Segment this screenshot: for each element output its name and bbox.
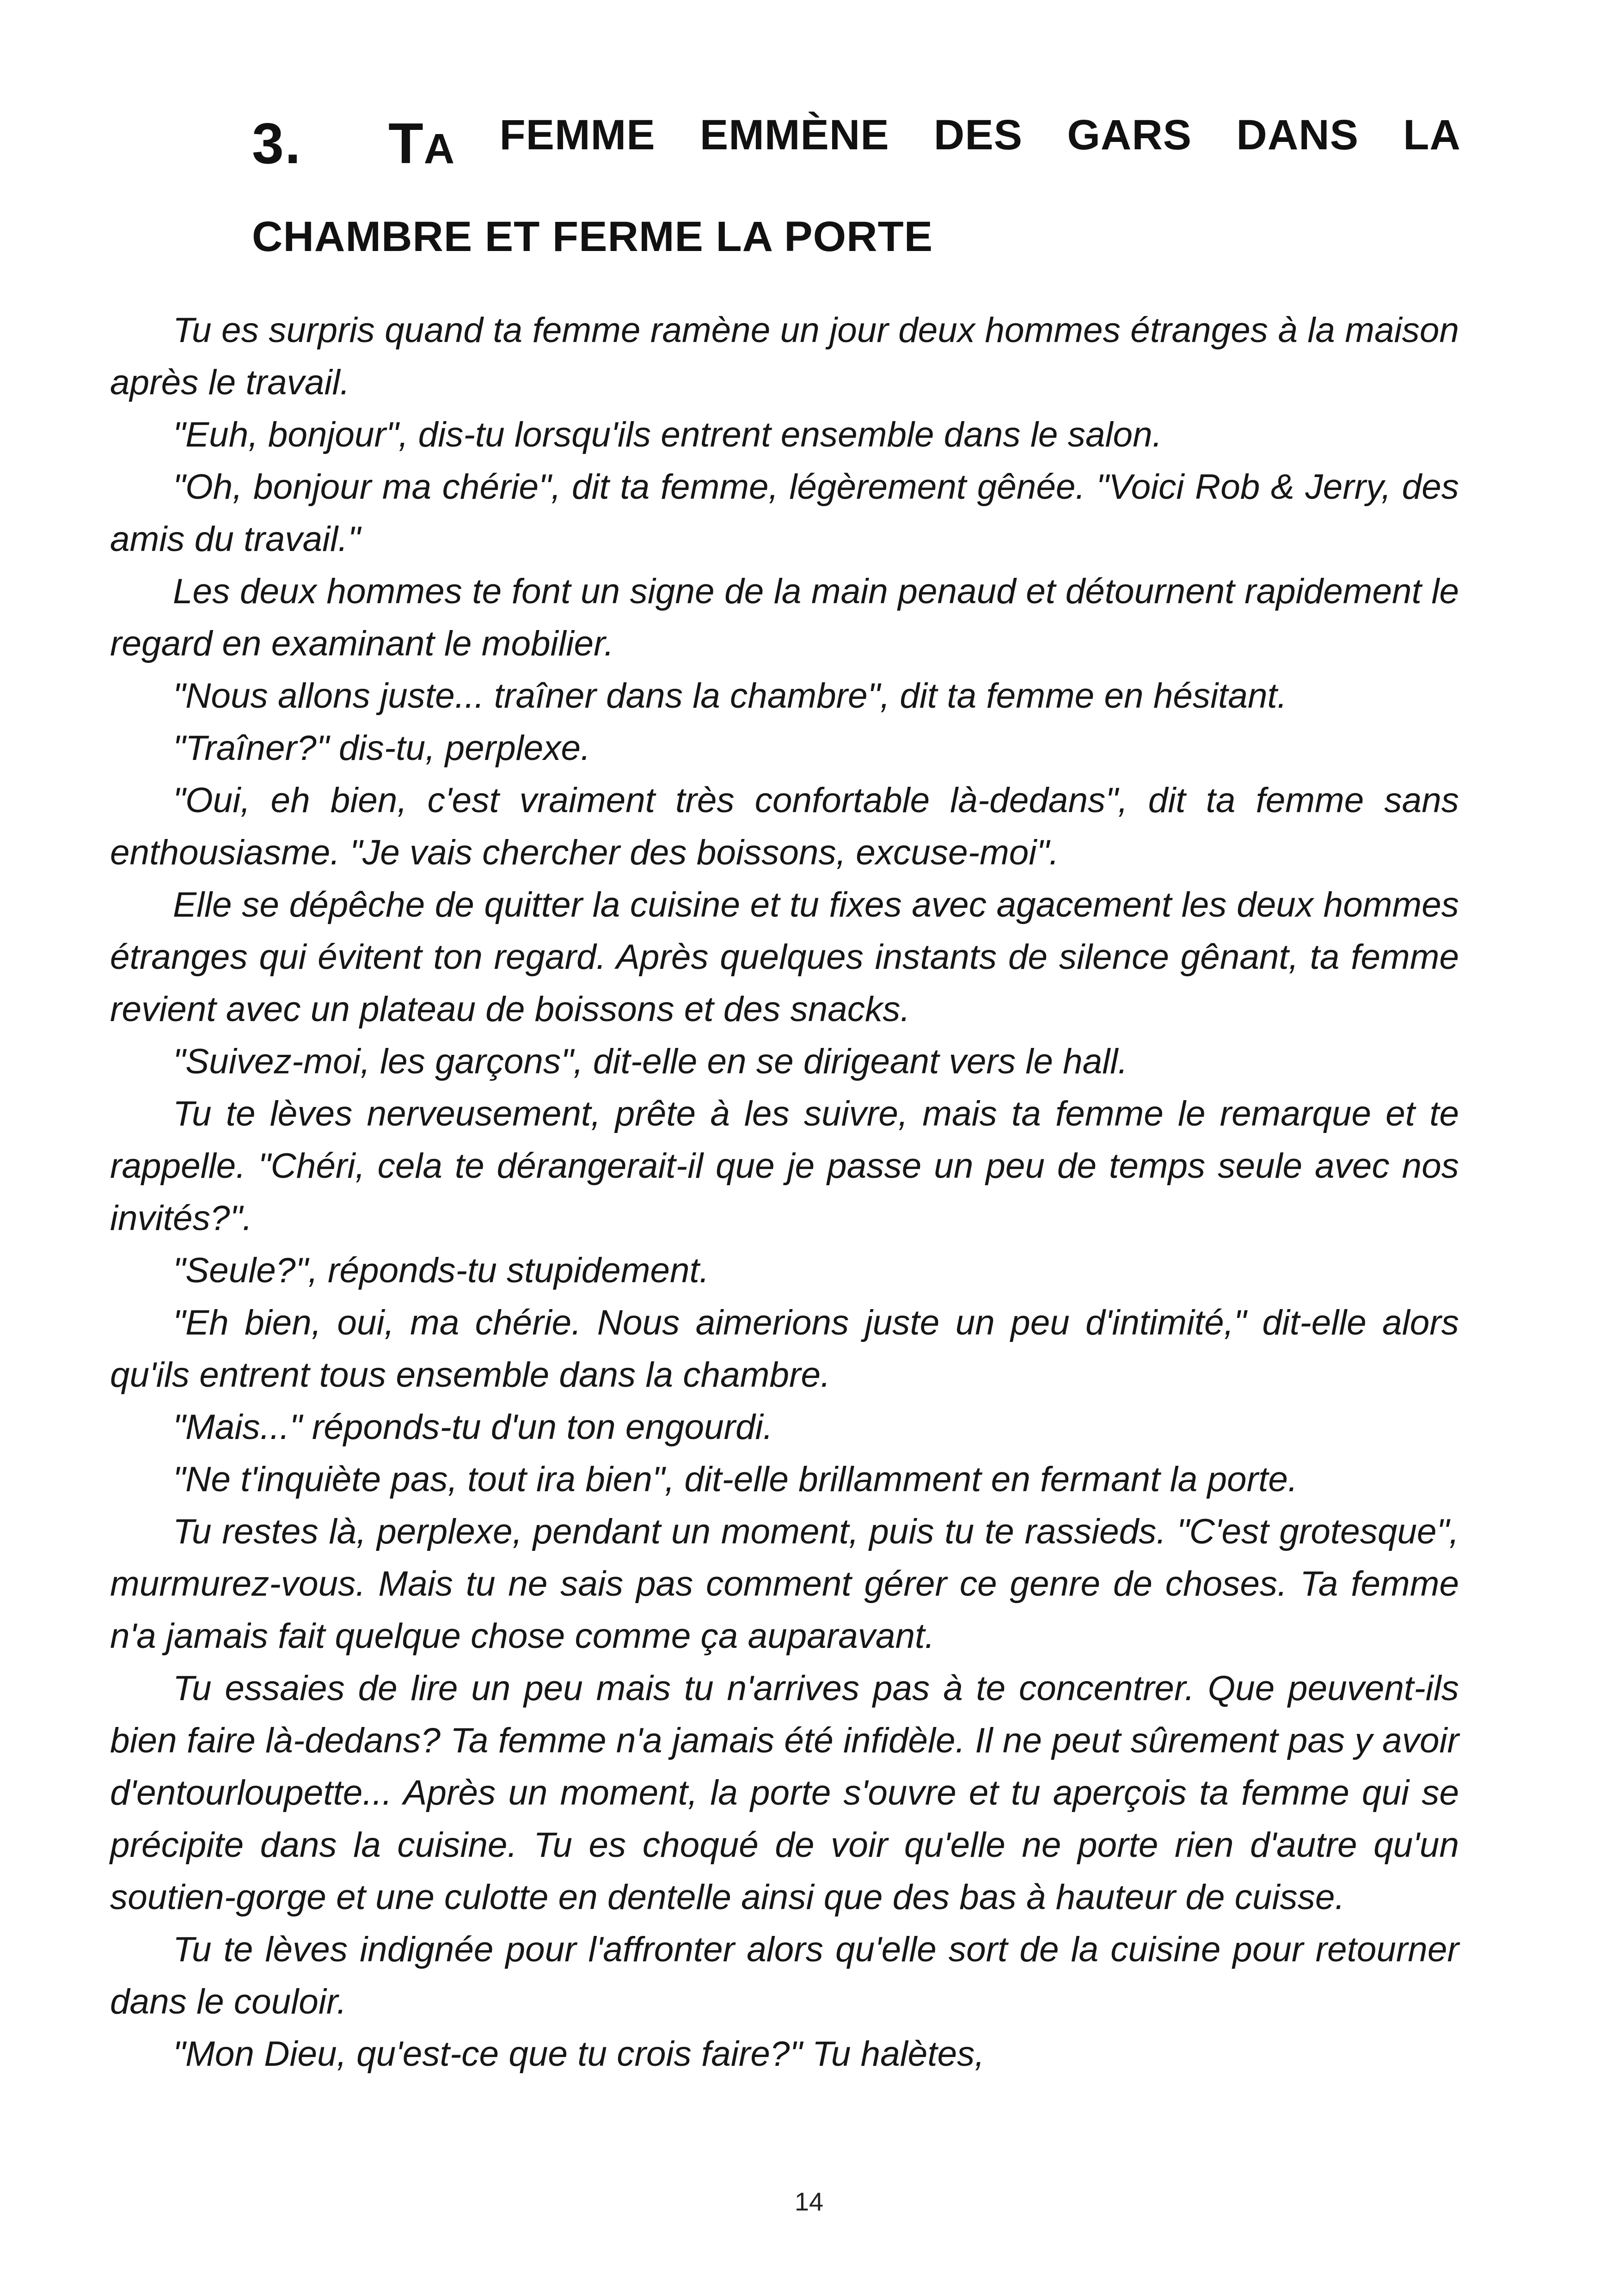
chapter-title-word: TA <box>388 112 455 176</box>
chapter-title-word: DANS <box>1236 111 1359 159</box>
paragraph: "Ne t'inquiète pas, tout ira bien", dit-elle brillamment en fermant la porte. <box>173 1460 1298 1499</box>
chapter-title-words <box>388 111 1461 177</box>
paragraph: "Euh, bonjour", dis-tu lorsqu'ils entrent ensemble dans le salon. <box>173 415 1162 454</box>
chapter-heading-line-2: CHAMBRE ET FERME LA PORTE <box>252 213 933 260</box>
paragraph: "Nous allons juste... traîner dans la chambre", dit ta femme en hésitant. <box>173 676 1287 716</box>
chapter-title-word: FEMME <box>499 111 656 159</box>
paragraph: "Mon Dieu, qu'est-ce que tu crois faire?" Tu halètes, <box>173 2034 985 2074</box>
chapter-heading-line-1 <box>252 111 1461 176</box>
paragraph: "Suivez-moi, les garçons", dit-elle en se dirigeant vers le hall. <box>173 1042 1128 1081</box>
chapter-title-word: DES <box>933 111 1023 159</box>
paragraph: "Mais..." réponds-tu d'un ton engourdi. <box>173 1408 773 1447</box>
chapter-number: 3. <box>252 112 302 176</box>
chapter-title-word: LA <box>1403 111 1461 159</box>
paragraph: Tu essaies de lire un peu mais tu n'arrives pas à te concentrer. Que peuvent-ils bien faire là-dedans? Ta femme n'a jamais été infidèle. Il ne peut sûrement pas y avoir d'entourloupette... Après un moment, la porte s'ouvre et tu aperçois ta femme qui se précipite dans la cuisine. Tu es choqué de voir qu'elle ne porte rien d'autre qu'un soutien-gorge et une culotte en dentelle ainsi que des bas à hauteur de cuisse. <box>110 1669 1459 1917</box>
chapter-title-word: GARS <box>1067 111 1192 159</box>
paragraph: Tu te lèves nerveusement, prête à les suivre, mais ta femme le remarque et te rappelle. "Chéri, cela te dérangerait-il que je passe un peu de temps seule avec nos invités?". <box>110 1094 1459 1238</box>
paragraph: "Oui, eh bien, c'est vraiment très confortable là-dedans", dit ta femme sans enthousiasme. "Je vais chercher des boissons, excuse-moi". <box>110 781 1459 872</box>
body-text <box>110 304 1459 2080</box>
paragraph: Elle se dépêche de quitter la cuisine et tu fixes avec agacement les deux hommes étranges qui évitent ton regard. Après quelques instants de silence gênant, ta femme revient avec un plateau de boissons et des snacks. <box>110 885 1459 1029</box>
paragraph: Les deux hommes te font un signe de la main penaud et détournent rapidement le regard en examinant le mobilier. <box>110 572 1459 663</box>
paragraph: Tu es surpris quand ta femme ramène un jour deux hommes étranges à la maison après le travail. <box>110 311 1459 402</box>
paragraph: "Seule?", réponds-tu stupidement. <box>173 1251 710 1290</box>
paragraph: Tu te lèves indignée pour l'affronter alors qu'elle sort de la cuisine pour retourner dans le couloir. <box>110 1930 1459 2021</box>
paragraph: Tu restes là, perplexe, pendant un moment, puis tu te rassieds. "C'est grotesque", murmurez-vous. Mais tu ne sais pas comment gérer ce genre de choses. Ta femme n'a jamais fait quelque chose comme ça auparavant. <box>110 1512 1459 1656</box>
chapter-title-word: EMMÈNE <box>699 111 889 159</box>
page-number: 14 <box>794 2187 824 2216</box>
paragraph: "Traîner?" dis-tu, perplexe. <box>173 729 591 768</box>
paragraph: "Oh, bonjour ma chérie", dit ta femme, légèrement gênée. "Voici Rob & Jerry, des amis du travail." <box>110 467 1459 559</box>
paragraph: "Eh bien, oui, ma chérie. Nous aimerions juste un peu d'intimité," dit-elle alors qu'ils entrent tous ensemble dans la chambre. <box>110 1303 1459 1395</box>
